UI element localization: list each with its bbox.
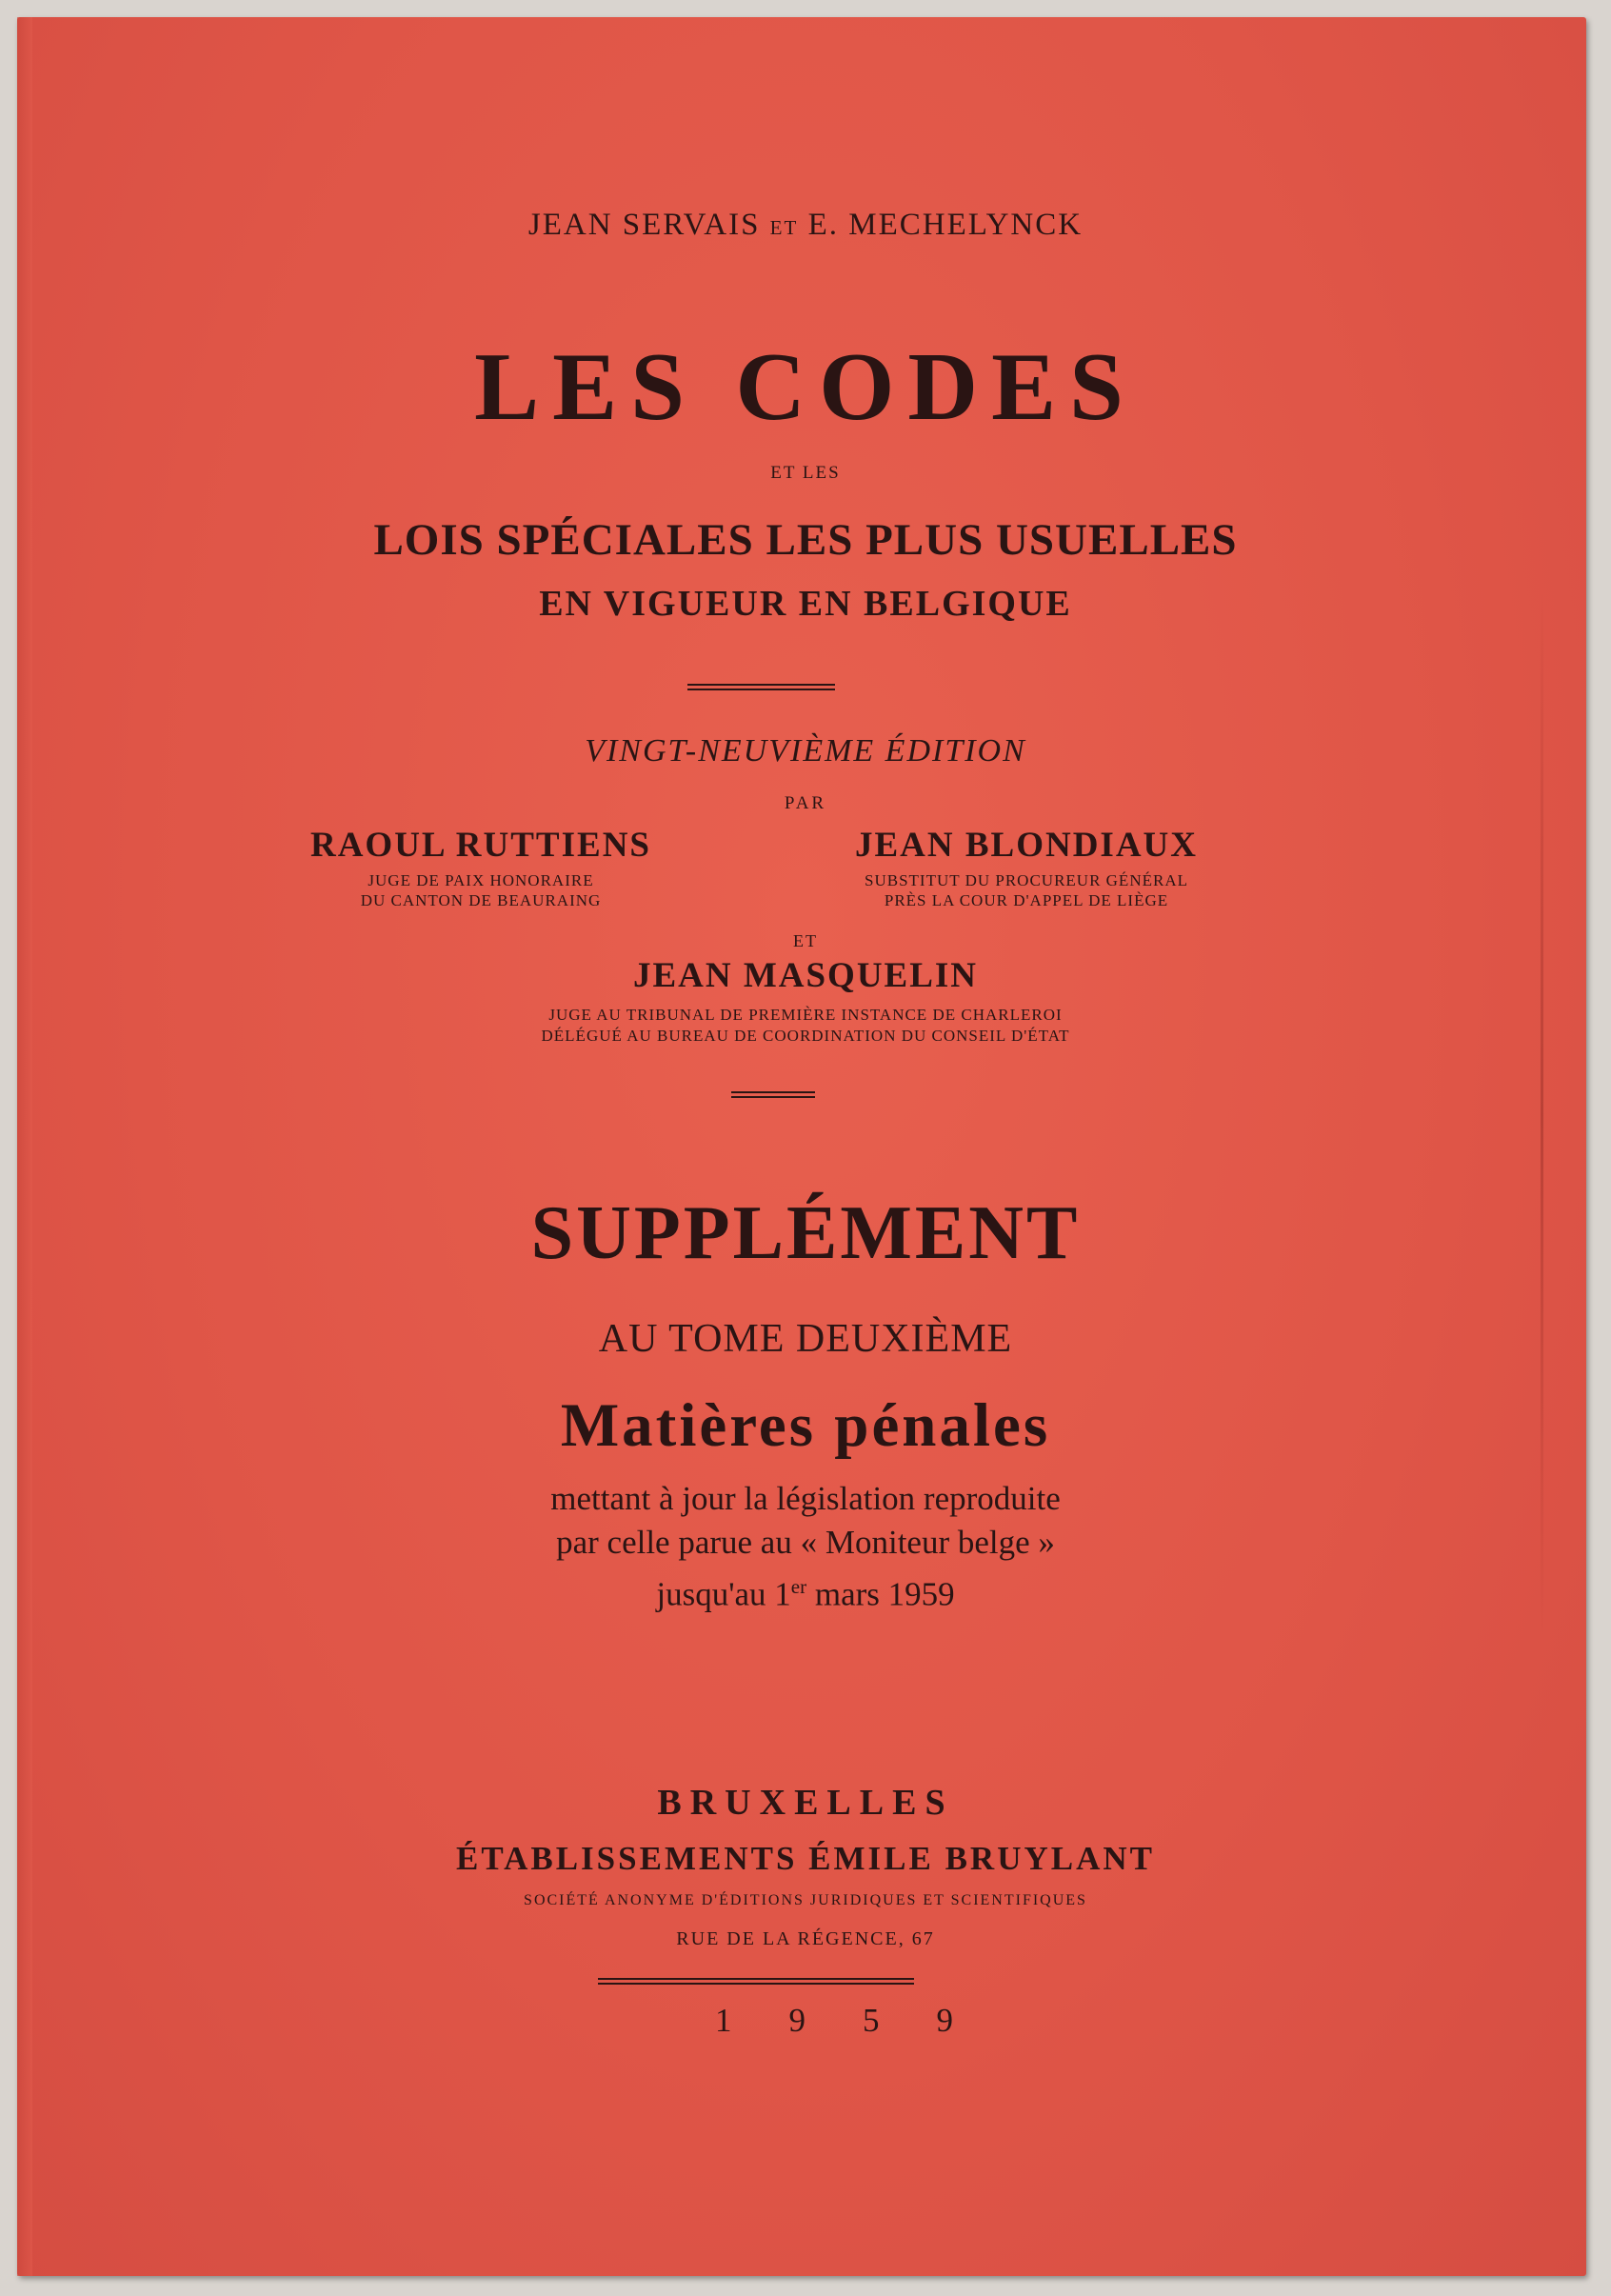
editor-title-line: DU CANTON DE BEAURAING <box>360 891 602 909</box>
subtitle-line-2: EN VIGUEUR EN BELGIQUE <box>539 584 1072 624</box>
par-label: PAR <box>784 793 827 813</box>
date-suffix: mars 1959 <box>806 1575 955 1613</box>
edition-label: VINGT-NEUVIÈME ÉDITION <box>585 733 1026 769</box>
editor-masquelin-title <box>0 1005 1611 1047</box>
publisher-name: ÉTABLISSEMENTS ÉMILE BRUYLANT <box>455 1840 1156 1877</box>
editors-joiner: ET <box>793 931 818 950</box>
date-prefix: jusqu'au 1 <box>656 1575 791 1613</box>
editor-title-line: DÉLÉGUÉ AU BUREAU DE COORDINATION DU CONSEIL D'ÉTAT <box>541 1027 1070 1045</box>
double-rule-divider <box>731 1091 815 1098</box>
authors-joiner: ET <box>769 216 799 239</box>
editor-title-line: SUBSTITUT DU PROCUREUR GÉNÉRAL <box>865 871 1188 889</box>
editor-title <box>817 870 1236 910</box>
publisher-address: RUE DE LA RÉGENCE, 67 <box>676 1928 935 1949</box>
description-line <box>0 1565 1611 1617</box>
original-authors <box>0 208 1611 243</box>
description-line: par celle parue au « Moniteur belge » <box>556 1524 1055 1561</box>
double-rule-divider <box>687 684 835 690</box>
publication-year: 1959 <box>715 2002 1010 2039</box>
editor-title-line: PRÈS LA COUR D'APPEL DE LIÈGE <box>884 891 1169 909</box>
date-superscript: er <box>790 1575 807 1598</box>
editor-title-line: JUGE DE PAIX HONORAIRE <box>368 871 594 889</box>
editor-masquelin-name: JEAN MASQUELIN <box>632 956 979 995</box>
supplement-heading: SUPPLÉMENT <box>530 1191 1081 1275</box>
author-mechelynck: E. MECHELYNCK <box>807 208 1084 242</box>
tome-label: AU TOME DEUXIÈME <box>598 1317 1013 1361</box>
editor-ruttiens <box>262 825 700 910</box>
subtitle-line-1: LOIS SPÉCIALES LES PLUS USUELLES <box>373 515 1238 565</box>
supplement-description <box>0 1477 1611 1617</box>
description-line: mettant à jour la législation reproduite <box>550 1480 1061 1517</box>
subject-heading: Matières pénales <box>560 1391 1051 1460</box>
author-servais: JEAN SERVAIS <box>527 208 761 242</box>
double-rule-divider <box>598 1978 914 1985</box>
editor-title <box>262 870 700 910</box>
title-joiner: ET LES <box>770 463 841 483</box>
publisher-city: BRUXELLES <box>657 1783 954 1823</box>
editor-blondiaux <box>817 825 1236 910</box>
editor-name: RAOUL RUTTIENS <box>309 826 651 865</box>
book-title: LES CODES <box>474 333 1137 441</box>
editor-name: JEAN BLONDIAUX <box>854 826 1198 865</box>
editor-title-line: JUGE AU TRIBUNAL DE PREMIÈRE INSTANCE DE CHARLEROI <box>548 1006 1063 1024</box>
publisher-description: SOCIÉTÉ ANONYME D'ÉDITIONS JURIDIQUES ET SCIENTIFIQUES <box>524 1892 1087 1908</box>
